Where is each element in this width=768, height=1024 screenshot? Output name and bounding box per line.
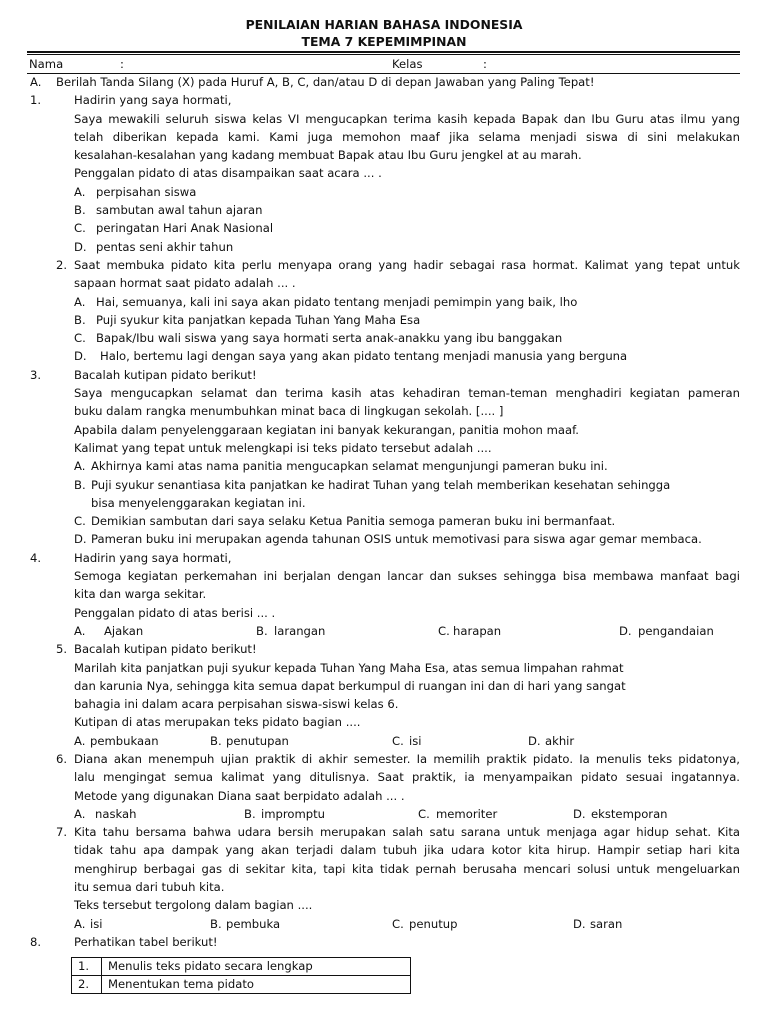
instruction (0, 73, 768, 91)
q7-passage-line: tidak tahu apa dampak yang akan terjadi dalam tubuh jika udara kotor kita hirup. Hampir setiap hari kita (74, 843, 740, 858)
q4-options: A. Ajakan B. larangan C. harapan D. pengandaian (0, 622, 768, 640)
question-number: 1. (30, 93, 42, 108)
q2-stem: Saat membuka pidato kita perlu menyapa orang yang hadir sebagai rasa hormat. Kalimat yang tepat untuk (74, 257, 740, 272)
student-identity-row (0, 55, 768, 73)
instruction-text: Berilah Tanda Silang (X) pada Huruf A, B, C, dan/atau D di depan Jawaban yang Paling Tepat! (56, 75, 595, 89)
q4-passage-line: Semoga kegiatan perkemahan ini berjalan dengan lancar dan sukses sehingga bisa membawa manfaat bagi (74, 569, 740, 584)
document-subtitle: TEMA 7 KEPEMIMPINAN (301, 34, 467, 49)
q3-option-a[interactable]: A. Akhirnya kami atas nama panitia mengucapkan selamat mengunjungi pameran buku ini. (74, 459, 608, 474)
q6-options: A. naskah B. impromptu C. memoriter D. ekstemporan (0, 805, 768, 823)
q1-passage-line: telah diberikan kepada kami. Kami juga memohon maaf jika selama menjadi siswa di sini melakukan (74, 129, 740, 144)
q4-option-d[interactable]: D. (619, 623, 632, 638)
q6-option-b[interactable]: B. (244, 806, 256, 821)
q7-option-a[interactable]: A. (74, 916, 86, 931)
question-number: 4. (30, 550, 42, 565)
q7-option-b[interactable]: B. (210, 916, 222, 931)
q5-passage-line: Marilah kita panjatkan puji syukur kepada Tuhan Yang Maha Esa, atas semua limpahan rahmat (74, 660, 624, 675)
q5-options: A. pembukaan B. penutupan C. isi D. akhir (0, 732, 768, 750)
question-3-header: 3. Bacalah kutipan pidato berikut! (0, 366, 768, 384)
q1-passage-line: kesalahan-kesalahan yang kadang membuat Bapak atau Ibu Guru jengkel at au marah. (74, 148, 582, 163)
table-row (72, 958, 411, 976)
q5-option-a[interactable]: A. (74, 733, 86, 748)
table-cell-number: 2. (72, 976, 102, 994)
question-number: 5. (56, 642, 68, 657)
q7-question: Teks tersebut tergolong dalam bagian .... (74, 898, 313, 913)
q4-option-b[interactable]: B. (256, 623, 268, 638)
nama-colon: : (120, 57, 124, 71)
q3-passage-line: Saya mengucapkan selamat dan terima kasih atas kehadiran teman-teman menghadiri kegiatan pameran (74, 386, 740, 401)
table-row (72, 976, 411, 994)
header-rule-thick (27, 51, 740, 53)
q3-option-c[interactable]: C. Demikian sambutan dari saya selaku Ketua Panitia semoga pameran buku ini bermanfaat. (74, 514, 616, 529)
q5-option-d[interactable]: D. (528, 733, 541, 748)
kelas-colon: : (483, 57, 487, 71)
q7-passage-line: menghirup berbagai gas di sekitar kita, tapi kita tidak pernah berusaha mencari solusi untuk mengeluarkan (74, 861, 740, 876)
q3-passage-line: Apabila dalam penyelenggaraan kegiatan ini banyak kekurangan, panitia mohon maaf. (74, 422, 579, 437)
q5-question: Kutipan di atas merupakan teks pidato bagian .... (74, 715, 361, 730)
q4-option-c[interactable]: C. (438, 623, 450, 638)
q6-option-a[interactable]: A. (74, 806, 86, 821)
step-table (71, 957, 411, 994)
q2-option-b[interactable]: B. Puji syukur kita panjatkan kepada Tuhan Yang Maha Esa (74, 312, 421, 327)
q3-question: Kalimat yang tepat untuk melengkapi isi teks pidato tersebut adalah .... (74, 440, 492, 455)
q5-passage-line: bahagia ini dalam acara perpisahan siswa-siswi kelas 6. (74, 697, 399, 712)
table-cell-text: Menulis teks pidato secara lengkap (102, 958, 411, 976)
q2-stem-line: sapaan hormat saat pidato adalah ... . (74, 276, 296, 291)
q6-stem-line: lalu mengingat semua kalimat yang ditulisnya. Saat praktik, ia menyampaikan pidato sesuai ingatannya. (74, 770, 740, 785)
document-title: PENILAIAN HARIAN BAHASA INDONESIA (245, 17, 523, 32)
q5-option-c[interactable]: C. (392, 733, 404, 748)
question-number: 2. (56, 257, 68, 272)
q2-option-d[interactable]: D. Halo, bertemu lagi dengan saya yang akan pidato tentang menjadi manusia yang berguna (74, 349, 628, 364)
speech-greeting: Hadirin yang saya hormati, (74, 93, 232, 108)
question-5-header: 5. Bacalah kutipan pidato berikut! (0, 640, 768, 658)
q4-question: Penggalan pidato di atas berisi ... . (74, 605, 276, 620)
q1-option-c[interactable]: C. peringatan Hari Anak Nasional (74, 221, 274, 236)
q7-passage-line: itu semua dari tubuh kita. (74, 880, 225, 895)
question-number: 6. (56, 751, 68, 766)
q1-option-d[interactable]: D. pentas seni akhir tahun (74, 239, 234, 254)
section-letter: A. (30, 75, 42, 89)
q4-passage-line: kita dan warga sekitar. (74, 587, 207, 602)
q6-question: Metode yang digunakan Diana saat berpidato adalah ... . (74, 788, 405, 803)
q3-option-b-cont: bisa menyelenggarakan kegiatan ini. (91, 495, 306, 510)
question-1-header (0, 91, 768, 109)
q6-option-c[interactable]: C. (418, 806, 430, 821)
question-8-header: 8. Perhatikan tabel berikut! (0, 933, 768, 951)
question-4-header: 4. Hadirin yang saya hormati, (0, 549, 768, 567)
q7-option-d[interactable]: D. (573, 916, 586, 931)
q1-passage-line: Saya mewakili seluruh siswa kelas VI mengucapkan terima kasih kepada Bapak dan Ibu Guru atas ilmu yang (74, 111, 740, 126)
table-cell-text: Menentukan tema pidato (102, 976, 411, 994)
table-cell-number: 1. (72, 958, 102, 976)
kelas-label: Kelas (392, 57, 423, 71)
q3-passage-line: buku dalam rangka menumbuhkan minat baca di lingkugan sekolah. [.... ] (74, 404, 504, 419)
q2-option-c[interactable]: C. Bapak/Ibu wali siswa yang saya hormati serta anak-anakku yang ibu banggakan (74, 331, 563, 346)
question-number: 7. (56, 825, 68, 840)
question-list (0, 73, 768, 951)
q5-passage-line: dan karunia Nya, sehingga kita semua dapat berkumpul di ruangan ini dan di hari yang sangat (74, 678, 626, 693)
q3-option-b[interactable]: B. Puji syukur senantiasa kita panjatkan ke hadirat Tuhan yang telah memberikan kesehatan sehingga (74, 477, 671, 492)
q7-option-c[interactable]: C. (392, 916, 404, 931)
q1-option-a[interactable]: A. perpisahan siswa (74, 184, 197, 199)
nama-label: Nama (29, 57, 64, 71)
q7-options: A. isi B. pembuka C. penutup D. saran (0, 915, 768, 933)
question-6-header: 6. Diana akan menempuh ujian praktik di akhir semester. Ia memilih praktik pidato. Ia menulis teks pidatonya, (0, 750, 768, 768)
q1-question: Penggalan pidato di atas disampaikan saat acara ... . (74, 166, 382, 181)
question-number: 3. (30, 367, 42, 382)
question-number: 8. (30, 934, 42, 949)
question-7-header: 7. Kita tahu bersama bahwa udara bersih merupakan salah satu sarana untuk menjaga agar hidup sehat. Kita (0, 823, 768, 841)
q2-option-a[interactable]: A. Hai, semuanya, kali ini saya akan pidato tentang menjadi pemimpin yang baik, lho (74, 294, 578, 309)
q5-option-b[interactable]: B. (210, 733, 222, 748)
q4-option-a[interactable]: A. (74, 623, 86, 638)
q1-option-b[interactable]: B. sambutan awal tahun ajaran (74, 203, 263, 218)
q3-option-d[interactable]: D. Pameran buku ini merupakan agenda tahunan OSIS untuk memotivasi para siswa agar gemar membaca. (74, 532, 702, 547)
question-2-header (0, 256, 768, 274)
q6-option-d[interactable]: D. (573, 806, 586, 821)
